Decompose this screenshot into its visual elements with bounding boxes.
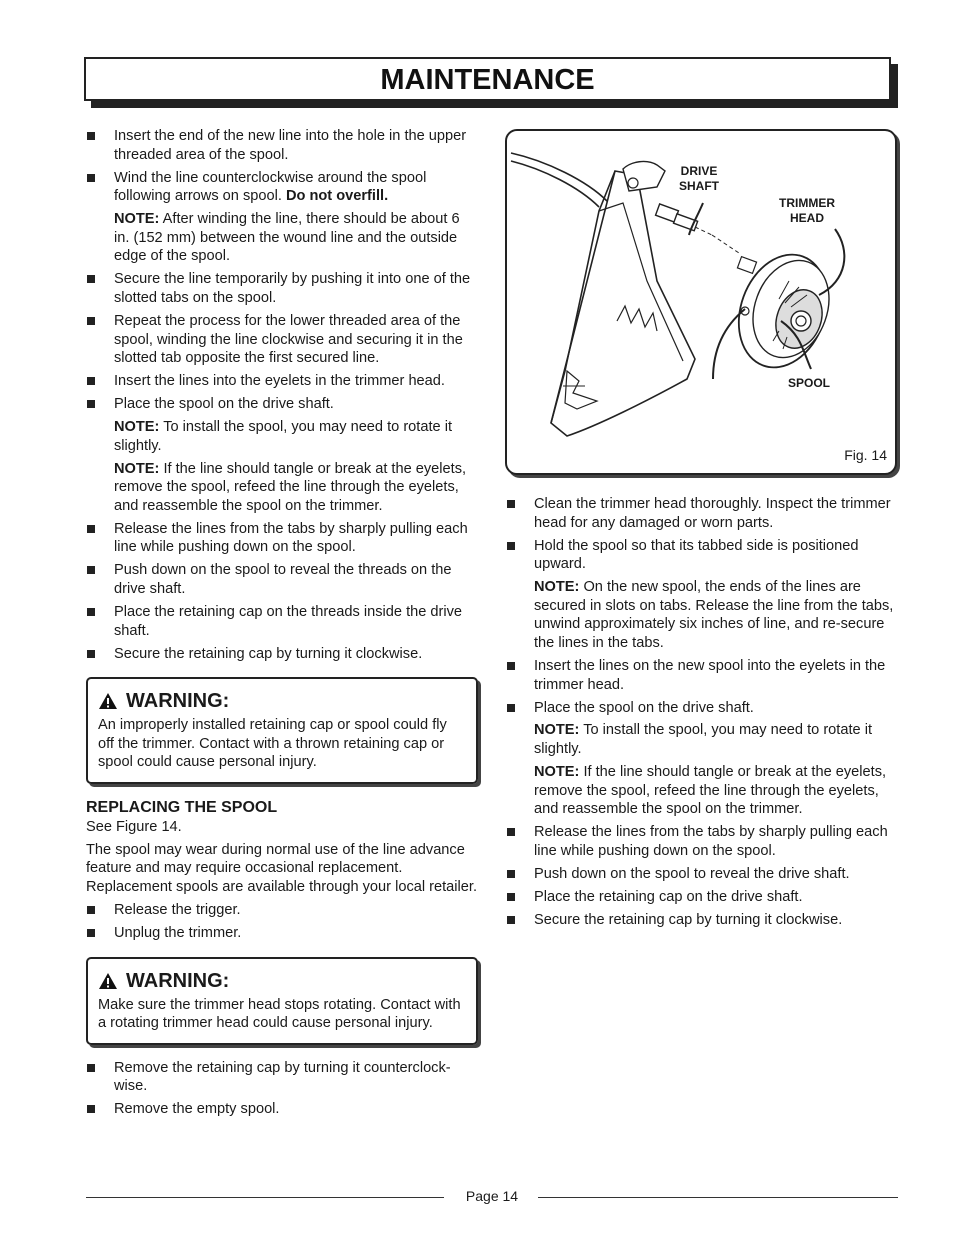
bullet-item: [86, 603, 478, 640]
bullet-square-icon: [87, 650, 95, 658]
bullet-square-icon: [87, 929, 95, 937]
bullet-item: [86, 372, 478, 391]
bullet-item: [86, 395, 478, 414]
bullet-item: [86, 169, 478, 206]
warning-icon: [98, 692, 118, 710]
warning-box-1: [86, 677, 478, 784]
bullet-item: [506, 537, 898, 574]
note-text: If the line should tangle or break at the eyelets, remove the spool, refeed the line through the eyelets, and reassemble the spool on the trimmer.: [114, 460, 467, 514]
note-item: [506, 578, 898, 652]
bullet-text: Place the retaining cap on the threads inside the drive shaft.: [114, 603, 463, 639]
bullet-square-icon: [87, 1064, 95, 1072]
note-label: NOTE:: [114, 460, 160, 477]
instruction-list-3: [86, 1059, 478, 1119]
note-text: On the new spool, the ends of the lines are secured in slots on tabs. Release the line from the tabs, unwind approximately six inches of line, and re-secure the lines in the tabs.: [534, 579, 894, 651]
note-label: NOTE:: [534, 764, 580, 781]
note-text: To install the spool, you may need to rotate it slightly.: [114, 419, 452, 454]
bullet-square-icon: [507, 500, 515, 508]
bullet-item: [506, 495, 898, 532]
bullet-text: Release the lines from the tabs by sharply pulling each line while pushing down on the spool.: [534, 824, 888, 859]
bullet-item: [506, 888, 898, 907]
figure-caption: Fig. 14: [844, 447, 887, 463]
instruction-list-1: [86, 127, 478, 663]
bullet-square-icon: [507, 704, 515, 712]
warning-text: An improperly installed retaining cap or spool could fly off the trimmer. Contact with a thrown retaining cap or spool could cause personal injury.: [98, 717, 447, 771]
note-label: NOTE:: [114, 419, 160, 436]
bullet-text: Unplug the trimmer.: [114, 925, 242, 942]
page-title: MAINTENANCE: [380, 64, 595, 96]
note-text: After winding the line, there should be about 6 in. (152 mm) between the wound line and the outside edge of the spool.: [114, 211, 460, 265]
note-label: NOTE:: [534, 722, 580, 739]
intro-paragraph: The spool may wear during normal use of the line advance feature and may require occasional replacement. Replacement spools are available through your local retailer.: [86, 841, 478, 896]
instruction-list-right: [506, 495, 898, 929]
note-item: [86, 460, 478, 516]
note-label: NOTE:: [534, 579, 580, 596]
page-footer: [86, 1188, 898, 1208]
warning-icon: [98, 972, 118, 990]
bullet-square-icon: [87, 906, 95, 914]
bullet-item: [86, 1059, 478, 1096]
bullet-item: [86, 312, 478, 368]
bullet-item: [506, 865, 898, 884]
bullet-text: Remove the retaining cap by turning it counterclock-wise.: [114, 1059, 451, 1095]
right-column: [506, 495, 898, 934]
figure-14: [505, 129, 897, 475]
bullet-text: Hold the spool so that its tabbed side is positioned upward.: [534, 537, 859, 573]
note-item: [86, 418, 478, 455]
bullet-text: Place the retaining cap on the drive shaft.: [534, 888, 803, 905]
bullet-square-icon: [87, 566, 95, 574]
bullet-item: [86, 127, 478, 164]
bullet-square-icon: [87, 1105, 95, 1113]
bullet-item: [86, 1100, 478, 1119]
bullet-item: [86, 270, 478, 307]
bullet-text: Insert the end of the new line into the hole in the upper threaded area of the spool.: [114, 128, 467, 163]
bullet-text: Place the spool on the drive shaft.: [534, 699, 754, 716]
note-text: If the line should tangle or break at the eyelets, remove the spool, refeed the line through the eyelets, and reassemble the spool on the trimmer.: [534, 764, 887, 818]
bullet-square-icon: [507, 916, 515, 924]
spool-label: SPOOL: [788, 376, 831, 390]
bullet-text: Insert the lines on the new spool into the eyelets in the trimmer head.: [534, 657, 886, 693]
section-heading: REPLACING THE SPOOL: [86, 798, 278, 816]
bullet-square-icon: [507, 828, 515, 836]
warning-text: Make sure the trimmer head stops rotating. Contact with a rotating trimmer head could cause personal injury.: [98, 996, 461, 1032]
left-column: [86, 127, 478, 1123]
bullet-text: Push down on the spool to reveal the drive shaft.: [534, 865, 850, 882]
see-figure-text: See Figure 14.: [86, 818, 182, 835]
bullet-square-icon: [87, 275, 95, 283]
bullet-square-icon: [87, 132, 95, 140]
drive-shaft-label: DRIVE SHAFT: [679, 164, 719, 193]
bullet-item: [86, 901, 478, 920]
bullet-text: Release the lines from the tabs by sharply pulling each line while pushing down on the spool.: [114, 520, 468, 556]
instruction-list-2: [86, 901, 478, 943]
bullet-text: Place the spool on the drive shaft.: [114, 396, 334, 413]
warning-heading: WARNING:: [126, 969, 230, 992]
bullet-square-icon: [507, 662, 515, 670]
bullet-text: Remove the empty spool.: [114, 1101, 280, 1118]
page-number: Page 14: [465, 1188, 519, 1204]
note-item: [86, 210, 478, 266]
bullet-item: [86, 645, 478, 664]
trimmer-head-label: TRIMMER HEAD: [779, 196, 835, 225]
bullet-item: [86, 924, 478, 943]
bullet-square-icon: [87, 400, 95, 408]
bullet-item: [506, 699, 898, 718]
bullet-square-icon: [87, 174, 95, 182]
note-item: [506, 763, 898, 819]
bullet-text: Secure the retaining cap by turning it clockwise.: [534, 911, 843, 928]
bullet-item: [86, 561, 478, 598]
bullet-text: Secure the retaining cap by turning it clockwise.: [114, 645, 423, 662]
title-banner: [84, 57, 891, 101]
bullet-text: Release the trigger.: [114, 902, 241, 919]
warning-heading: WARNING:: [126, 690, 230, 713]
warning-box-2: [86, 957, 478, 1045]
bullet-emphasis: Do not overfill.: [285, 188, 389, 205]
bullet-square-icon: [87, 525, 95, 533]
note-text: To install the spool, you may need to rotate it slightly.: [534, 722, 872, 758]
bullet-square-icon: [507, 542, 515, 550]
note-label: NOTE:: [114, 211, 160, 228]
bullet-item: [506, 911, 898, 930]
bullet-item: [506, 657, 898, 694]
bullet-text: Clean the trimmer head thoroughly. Inspect the trimmer head for any damaged or worn parts.: [534, 496, 891, 531]
bullet-text: Repeat the process for the lower threaded area of the spool, winding the line clockwise and securing it in the slotted tab opposite the first secured line.: [114, 312, 463, 367]
bullet-text: Insert the lines into the eyelets in the trimmer head.: [114, 373, 445, 390]
note-item: [506, 721, 898, 758]
bullet-square-icon: [87, 317, 95, 325]
bullet-square-icon: [507, 893, 515, 901]
bullet-text: Wind the line counterclockwise around the spool following arrows on spool.: [114, 169, 427, 205]
bullet-text: Push down on the spool to reveal the threads on the drive shaft.: [114, 562, 452, 597]
bullet-square-icon: [87, 608, 95, 616]
bullet-square-icon: [507, 870, 515, 878]
bullet-square-icon: [87, 377, 95, 385]
bullet-item: [86, 520, 478, 557]
bullet-text: Secure the line temporarily by pushing it into one of the slotted tabs on the spool.: [114, 271, 471, 306]
bullet-item: [506, 823, 898, 860]
